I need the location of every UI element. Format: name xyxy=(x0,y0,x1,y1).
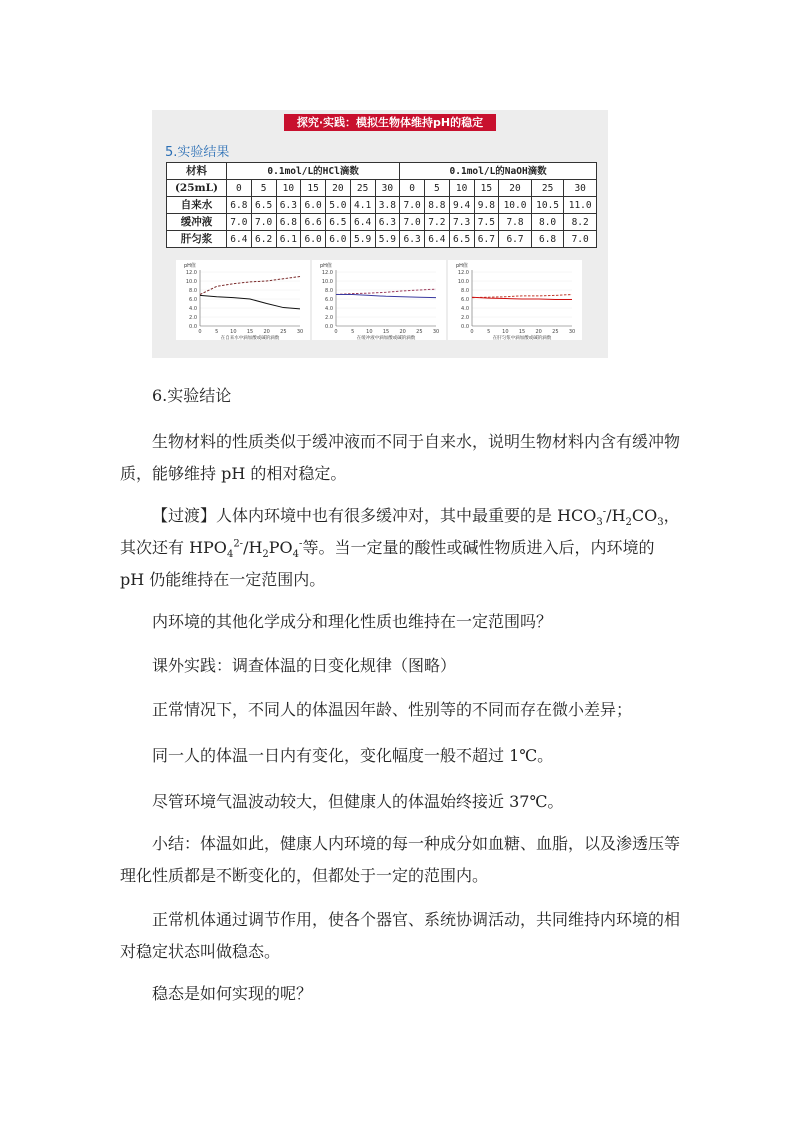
series-line-hcl xyxy=(336,295,436,298)
x-tick-label: 5 xyxy=(215,329,219,335)
hcl-ph-cell: 7.0 xyxy=(251,214,276,231)
sub-4: 4 xyxy=(226,549,234,561)
row-label: 自来水 xyxy=(167,197,227,214)
y-tick-label: 6.0 xyxy=(189,297,197,303)
hcl-ph-cell: 6.5 xyxy=(251,197,276,214)
paragraph-individual-difference: 正常情况下，不同人的体温因年龄、性别等的不同而存在微小差异； xyxy=(152,700,633,719)
row-label: 缓冲液 xyxy=(167,214,227,231)
naoh-ph-cell: 10.5 xyxy=(531,197,564,214)
naoh-drop-count: 20 xyxy=(499,180,532,197)
transition-text-g: 等。当一定量的酸性或碱性物质进入后，内环境的 pH 仍能维持在一定范围内。 xyxy=(120,538,655,589)
hcl-ph-cell: 6.0 xyxy=(301,231,326,248)
hcl-ph-cell: 4.1 xyxy=(350,197,375,214)
naoh-ph-cell: 8.2 xyxy=(564,214,597,231)
transition-text-c: CO xyxy=(631,506,658,525)
naoh-drop-count: 5 xyxy=(425,180,450,197)
x-tick-label: 0 xyxy=(198,329,202,335)
x-tick-label: 10 xyxy=(502,329,509,335)
hcl-ph-cell: 3.8 xyxy=(375,197,400,214)
hcl-ph-cell: 6.2 xyxy=(251,231,276,248)
naoh-ph-cell: 7.5 xyxy=(474,214,499,231)
paragraph-question: 内环境的其他化学成分和理化性质也维持在一定范围吗？ xyxy=(152,612,553,631)
y-tick-label: 2.0 xyxy=(461,315,469,321)
hcl-ph-cell: 6.1 xyxy=(276,231,301,248)
transition-text-d: ，其次还有 HPO xyxy=(120,506,680,557)
hcl-drop-count: 30 xyxy=(375,180,400,197)
corner-label-material: 材料 xyxy=(167,163,227,180)
transition-text-f: PO xyxy=(268,538,293,557)
y-axis-label: pH值 xyxy=(184,263,196,269)
x-tick-label: 30 xyxy=(296,329,304,335)
x-tick-label: 20 xyxy=(263,329,270,335)
hcl-ph-cell: 6.4 xyxy=(227,231,252,248)
x-axis-label: 在自来水中滴加酸或碱的滴数 xyxy=(220,336,280,340)
naoh-header: 0.1mol/L的NaOH滴数 xyxy=(400,163,597,180)
naoh-ph-cell: 8.0 xyxy=(531,214,564,231)
hcl-ph-cell: 6.3 xyxy=(375,214,400,231)
y-tick-label: 12.0 xyxy=(321,270,333,276)
figure-banner: 探究·实践：模拟生物体维持pH的稳定 xyxy=(284,114,496,131)
naoh-drop-count: 0 xyxy=(400,180,425,197)
naoh-ph-cell: 7.3 xyxy=(449,214,474,231)
hcl-ph-cell: 6.3 xyxy=(276,197,301,214)
paragraph-conclusion: 生物材料的性质类似于缓冲液而不同于自来水，说明生物材料内含有缓冲物质，能够维持 pH 的相对稳定。 xyxy=(120,432,681,483)
y-tick-label: 2.0 xyxy=(189,315,197,321)
hcl-ph-cell: 5.9 xyxy=(350,231,375,248)
y-tick-label: 4.0 xyxy=(189,306,197,312)
y-tick-label: 6.0 xyxy=(461,297,469,303)
naoh-drop-count: 10 xyxy=(449,180,474,197)
series-line-hcl xyxy=(200,295,300,309)
x-tick-label: 25 xyxy=(552,329,559,335)
hcl-ph-cell: 6.8 xyxy=(276,214,301,231)
hcl-drop-count: 20 xyxy=(326,180,351,197)
paragraph-daily-variation: 同一人的体温一日内有变化，变化幅度一般不超过 1℃。 xyxy=(152,746,554,765)
y-tick-label: 0.0 xyxy=(189,324,197,330)
hcl-drop-count: 15 xyxy=(301,180,326,197)
y-tick-label: 12.0 xyxy=(185,270,197,276)
naoh-ph-cell: 7.8 xyxy=(499,214,532,231)
naoh-ph-cell: 10.0 xyxy=(499,197,532,214)
x-tick-label: 25 xyxy=(416,329,423,335)
naoh-ph-cell: 8.8 xyxy=(425,197,450,214)
x-tick-label: 20 xyxy=(399,329,406,335)
sub-3: 3 xyxy=(596,517,603,529)
naoh-ph-cell: 7.0 xyxy=(400,214,425,231)
paragraph-transition xyxy=(120,500,680,596)
y-axis-label: pH值 xyxy=(320,263,332,269)
sup-minus-b: - xyxy=(299,538,303,550)
section-heading-conclusion: 6.实验结论 xyxy=(152,386,232,405)
hcl-drop-count: 0 xyxy=(227,180,252,197)
x-axis-label: 在缓冲液中滴加酸或碱的滴数 xyxy=(356,336,416,340)
results-title: 5.实验结果 xyxy=(165,145,230,160)
naoh-drop-count: 25 xyxy=(531,180,564,197)
naoh-ph-cell: 9.8 xyxy=(474,197,499,214)
naoh-ph-cell: 6.3 xyxy=(400,231,425,248)
x-tick-label: 5 xyxy=(351,329,355,335)
naoh-ph-cell: 7.2 xyxy=(425,214,450,231)
x-axis-label: 在肝匀浆中滴加酸或碱的滴数 xyxy=(492,336,552,340)
experiment-figure xyxy=(152,110,608,358)
row-label: 肝匀浆 xyxy=(167,231,227,248)
paragraph-body-temp: 尽管环境气温波动较大，但健康人的体温始终接近 37℃。 xyxy=(152,792,564,811)
y-axis-label: pH值 xyxy=(456,263,468,269)
y-tick-label: 8.0 xyxy=(461,288,469,294)
sub-4b: 4 xyxy=(292,549,300,561)
paragraph-summary: 小结：体温如此，健康人内环境的每一种成分如血糖、血脂，以及渗透压等理化性质都是不断变化的，但都处于一定的范围内。 xyxy=(120,834,681,885)
hcl-ph-cell: 6.0 xyxy=(301,197,326,214)
x-tick-label: 25 xyxy=(280,329,287,335)
sub-3b: 3 xyxy=(657,517,664,529)
paragraph-homeostasis-question: 稳态是如何实现的呢？ xyxy=(152,984,313,1003)
sup-minus: - xyxy=(602,506,607,518)
hcl-ph-cell: 6.8 xyxy=(227,197,252,214)
y-tick-label: 2.0 xyxy=(325,315,333,321)
hcl-ph-cell: 6.5 xyxy=(326,214,351,231)
y-tick-label: 10.0 xyxy=(457,279,469,285)
naoh-ph-cell: 11.0 xyxy=(564,197,597,214)
x-tick-label: 0 xyxy=(470,329,474,335)
naoh-drop-count: 15 xyxy=(474,180,499,197)
y-tick-label: 0.0 xyxy=(325,324,333,330)
sup-2minus: 2- xyxy=(233,538,244,550)
x-tick-label: 15 xyxy=(382,329,390,335)
y-tick-label: 8.0 xyxy=(189,288,197,294)
y-tick-label: 10.0 xyxy=(185,279,197,285)
hcl-drop-count: 25 xyxy=(350,180,375,197)
x-tick-label: 10 xyxy=(230,329,237,335)
y-tick-label: 12.0 xyxy=(457,270,469,276)
naoh-ph-cell: 6.4 xyxy=(425,231,450,248)
corner-label-volume: (25mL) xyxy=(167,180,227,197)
naoh-ph-cell: 6.8 xyxy=(531,231,564,248)
x-tick-label: 10 xyxy=(366,329,373,335)
x-tick-label: 30 xyxy=(432,329,440,335)
ph-data-table xyxy=(166,162,597,248)
naoh-ph-cell: 6.5 xyxy=(449,231,474,248)
series-line-naoh xyxy=(200,277,300,295)
naoh-ph-cell: 7.0 xyxy=(400,197,425,214)
transition-text-a: 【过渡】人体内环境中也有很多缓冲对，其中最重要的是 HCO xyxy=(152,506,597,525)
x-tick-label: 15 xyxy=(518,329,526,335)
sub-2: 2 xyxy=(625,517,632,529)
hcl-ph-cell: 6.6 xyxy=(301,214,326,231)
x-tick-label: 5 xyxy=(487,329,491,335)
x-tick-label: 0 xyxy=(334,329,338,335)
sub-2b: 2 xyxy=(262,549,269,561)
hcl-drop-count: 10 xyxy=(276,180,301,197)
y-tick-label: 10.0 xyxy=(321,279,333,285)
naoh-ph-cell: 6.7 xyxy=(474,231,499,248)
x-tick-label: 20 xyxy=(535,329,542,335)
table-row xyxy=(167,197,597,214)
y-tick-label: 4.0 xyxy=(325,306,333,312)
y-tick-label: 6.0 xyxy=(325,297,333,303)
x-tick-label: 15 xyxy=(246,329,254,335)
series-line-naoh xyxy=(472,295,572,298)
naoh-ph-cell: 7.0 xyxy=(564,231,597,248)
paragraph-homeostasis-definition: 正常机体通过调节作用，使各个器官、系统协调活动，共同维持内环境的相对稳定状态叫做稳态。 xyxy=(120,910,681,961)
hcl-drop-count: 5 xyxy=(251,180,276,197)
hcl-ph-cell: 7.0 xyxy=(227,214,252,231)
hcl-ph-cell: 5.9 xyxy=(375,231,400,248)
naoh-ph-cell: 6.7 xyxy=(499,231,532,248)
hcl-ph-cell: 6.4 xyxy=(350,214,375,231)
transition-text-b: /H xyxy=(606,506,626,525)
chart-tap-water xyxy=(176,260,310,340)
chart-buffer xyxy=(312,260,446,340)
hcl-header: 0.1mol/L的HCl滴数 xyxy=(227,163,400,180)
table-row xyxy=(167,231,597,248)
hcl-ph-cell: 5.0 xyxy=(326,197,351,214)
x-tick-label: 30 xyxy=(568,329,576,335)
naoh-ph-cell: 9.4 xyxy=(449,197,474,214)
charts-row xyxy=(176,260,580,340)
naoh-drop-count: 30 xyxy=(564,180,597,197)
table-row xyxy=(167,214,597,231)
chart-liver xyxy=(448,260,582,340)
y-tick-label: 4.0 xyxy=(461,306,469,312)
hcl-ph-cell: 6.0 xyxy=(326,231,351,248)
y-tick-label: 8.0 xyxy=(325,288,333,294)
paragraph-practice: 课外实践：调查体温的日变化规律（图略） xyxy=(152,656,457,675)
transition-text-e: /H xyxy=(243,538,263,557)
y-tick-label: 0.0 xyxy=(461,324,469,330)
